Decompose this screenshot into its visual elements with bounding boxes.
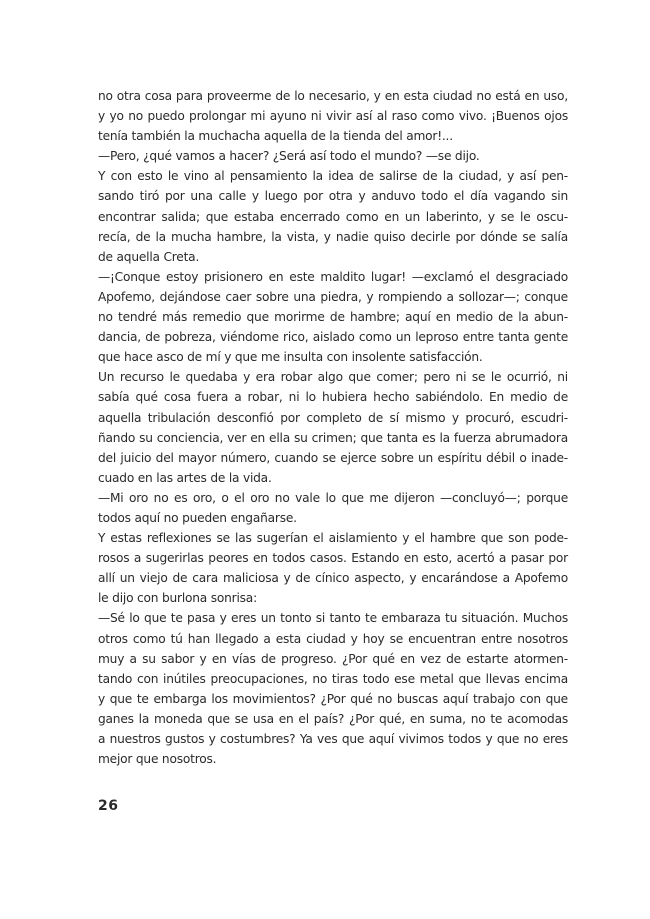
body-text — [98, 86, 568, 769]
text-line: aquella tribulación desconfió por completo de sí mismo y procuró, escudri- — [98, 410, 568, 425]
text-line: recía, de la mucha hambre, la vista, y nadie quiso decirle por dónde se salía — [98, 229, 568, 244]
text-line: sando tiró por una calle y luego por otra y anduvo todo el día vagando sin — [98, 189, 568, 204]
text-line: tando con inútiles preocupaciones, no tiras todo ese metal que llevas encima — [98, 671, 568, 686]
text-line: rosos a sugerirlas peores en todos casos. Estando en esto, acertó a pasar por — [98, 551, 568, 566]
text-line: no otra cosa para proveerme de lo necesario, y en esta ciudad no está en uso, — [98, 89, 568, 103]
text-line: —Pero, ¿qué vamos a hacer? ¿Será así todo el mundo? —se dijo. — [98, 149, 480, 164]
text-line: Apofemo, dejándose caer sobre una piedra, y rompiendo a sollozar—; conque — [98, 289, 568, 304]
text-line: mejor que nosotros. — [98, 752, 217, 767]
text-line: Un recurso le quedaba y era robar algo que comer; pero ni se le ocurrió, ni — [98, 370, 568, 385]
text-line: sabía qué cosa fuera a robar, ni lo hubiera hecho sabiéndolo. En medio de — [98, 390, 568, 405]
text-line: del juicio del mayor número, cuando se ejerce sobre un espíritu débil o inade- — [98, 450, 568, 465]
text-line: y yo no puedo prolongar mi ayuno ni vivir así al raso como vivo. ¡Buenos ojos — [98, 109, 568, 124]
text-line: encontrar salida; que estaba encerrado como en un laberinto, y se le oscu- — [98, 209, 568, 224]
text-line: ganes la moneda que se usa en el país? ¿Por qué, en suma, no te acomodas — [98, 711, 568, 726]
text-line: Y estas reflexiones se las sugerían el aislamiento y el hambre que son pode- — [98, 531, 568, 546]
text-line: —Sé lo que te pasa y eres un tonto si tanto te embaraza tu situación. Muchos — [98, 611, 568, 626]
text-line: dancia, de pobreza, viéndome rico, aislado como un leproso entre tanta gente — [98, 330, 568, 345]
text-line: —Mi oro no es oro, o el oro no vale lo que me dijeron —concluyó—; porque — [98, 490, 568, 505]
text-line: le dijo con burlona sonrisa: — [98, 591, 257, 606]
text-line: muy a su sabor y en vías de progreso. ¿Por qué en vez de estarte atormen- — [98, 651, 568, 666]
text-line: otros como tú han llegado a esta ciudad y hoy se encuentran entre nosotros — [98, 631, 568, 646]
page-number: 26 — [98, 798, 119, 814]
text-line: cuado en las artes de la vida. — [98, 470, 272, 485]
text-line: —¡Conque estoy prisionero en este maldito lugar! —exclamó el desgraciado — [98, 269, 568, 284]
text-line: y que te embarga los movimientos? ¿Por qué no buscas aquí trabajo con que — [98, 691, 568, 706]
text-line: de aquella Creta. — [98, 249, 200, 264]
text-line: allí un viejo de cara maliciosa y de cínico aspecto, y encarándose a Apofemo — [98, 571, 568, 586]
text-line: ñando su conciencia, ver en ella su crimen; que tanta es la fuerza abrumadora — [98, 430, 568, 445]
text-line: tenía también la muchacha aquella de la tienda del amor!... — [98, 129, 453, 144]
text-line: todos aquí no pueden engañarse. — [98, 510, 297, 525]
text-line: que hace asco de mí y que me insulta con insolente satisfacción. — [98, 350, 483, 365]
text-line: a nuestros gustos y costumbres? Ya ves que aquí vivimos todos y que no eres — [98, 732, 568, 746]
text-line: no tendré más remedio que morirme de hambre; aquí en medio de la abun- — [98, 310, 568, 325]
text-line: Y con esto le vino al pensamiento la idea de salirse de la ciudad, y así pen- — [98, 169, 568, 184]
